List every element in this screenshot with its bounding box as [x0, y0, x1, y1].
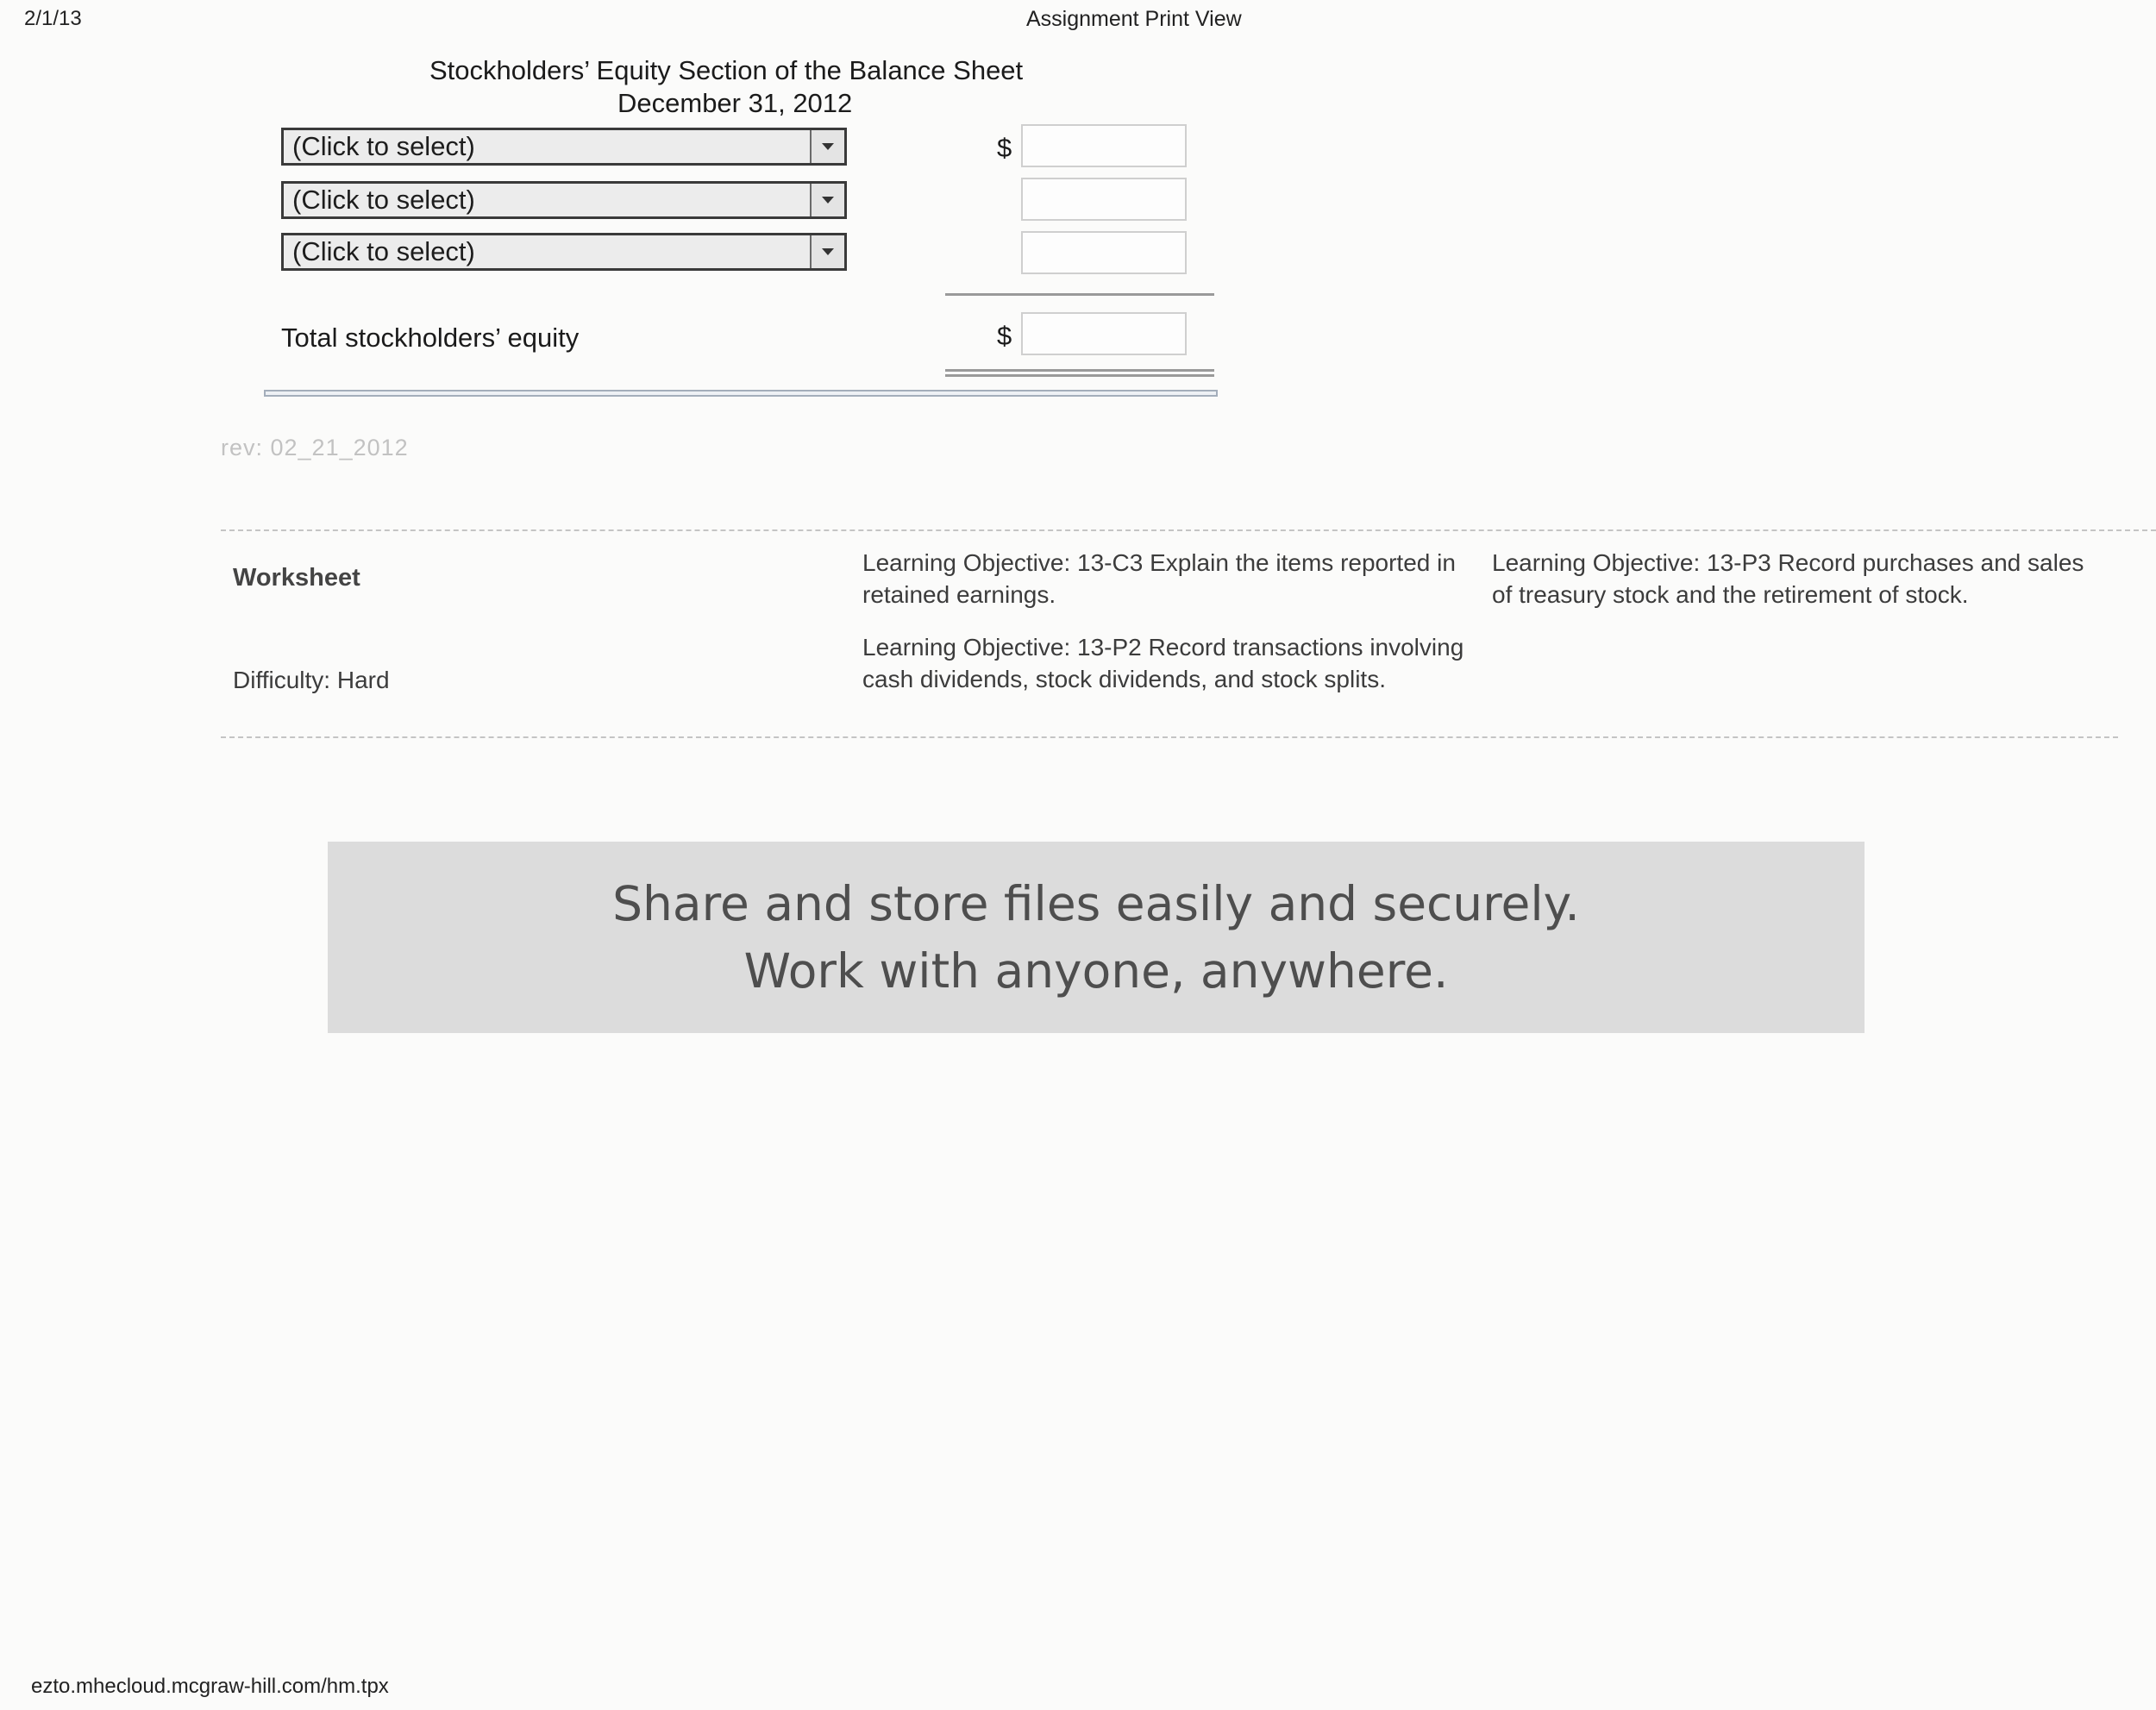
difficulty-label: Difficulty: Hard: [233, 667, 390, 693]
balance-sheet-title: Stockholders’ Equity Section of the Balance Sheet: [429, 55, 1024, 85]
print-date: 2/1/13: [24, 7, 82, 30]
revision-label: rev: 02_21_2012: [221, 435, 409, 460]
print-footer-url: ezto.mhecloud.mcgraw-hill.com/hm.tpx: [31, 1675, 389, 1698]
meta-top-divider: [221, 529, 2156, 531]
account-select-1[interactable]: [281, 128, 847, 166]
account-select-3-label: (Click to select): [292, 236, 475, 266]
amount-input-1[interactable]: [1021, 124, 1187, 167]
learning-objective-p2: Learning Objective: 13-P2 Record transactions involving cash dividends, stock dividends, and stock splits.: [862, 634, 1464, 692]
chevron-down-icon[interactable]: [810, 130, 844, 163]
account-select-3[interactable]: [281, 233, 847, 271]
promo-banner: [328, 842, 1865, 1033]
total-amount-input[interactable]: [1021, 312, 1187, 355]
total-stockholders-equity-label: Total stockholders’ equity: [281, 323, 580, 353]
account-select-2-label: (Click to select): [292, 185, 475, 215]
print-view-title: Assignment Print View: [1026, 7, 1242, 31]
total-currency-symbol: $: [997, 321, 1012, 351]
promo-banner-line-1: Share and store files easily and securely.: [612, 876, 1580, 931]
learning-objective-p3: Learning Objective: 13-P3 Record purchases and sales of treasury stock and the retirement of stock.: [1492, 549, 2084, 608]
total-double-rule: [945, 369, 1214, 377]
question-type: Worksheet: [233, 564, 360, 592]
worksheet-frame-bottom: [264, 390, 1218, 397]
subtotal-rule: [945, 293, 1214, 296]
account-select-1-label: (Click to select): [292, 131, 475, 161]
chevron-down-icon[interactable]: [810, 235, 844, 268]
promo-banner-line-2: Work with anyone, anywhere.: [743, 943, 1449, 999]
account-select-2[interactable]: [281, 181, 847, 219]
amount-input-2[interactable]: [1021, 178, 1187, 221]
learning-objective-c3: Learning Objective: 13-C3 Explain the items reported in retained earnings.: [862, 549, 1456, 608]
chevron-down-icon[interactable]: [810, 184, 844, 216]
balance-sheet-date: December 31, 2012: [617, 88, 853, 118]
meta-bottom-divider: [221, 736, 2118, 738]
currency-symbol-1: $: [997, 133, 1012, 163]
amount-input-3[interactable]: [1021, 231, 1187, 274]
